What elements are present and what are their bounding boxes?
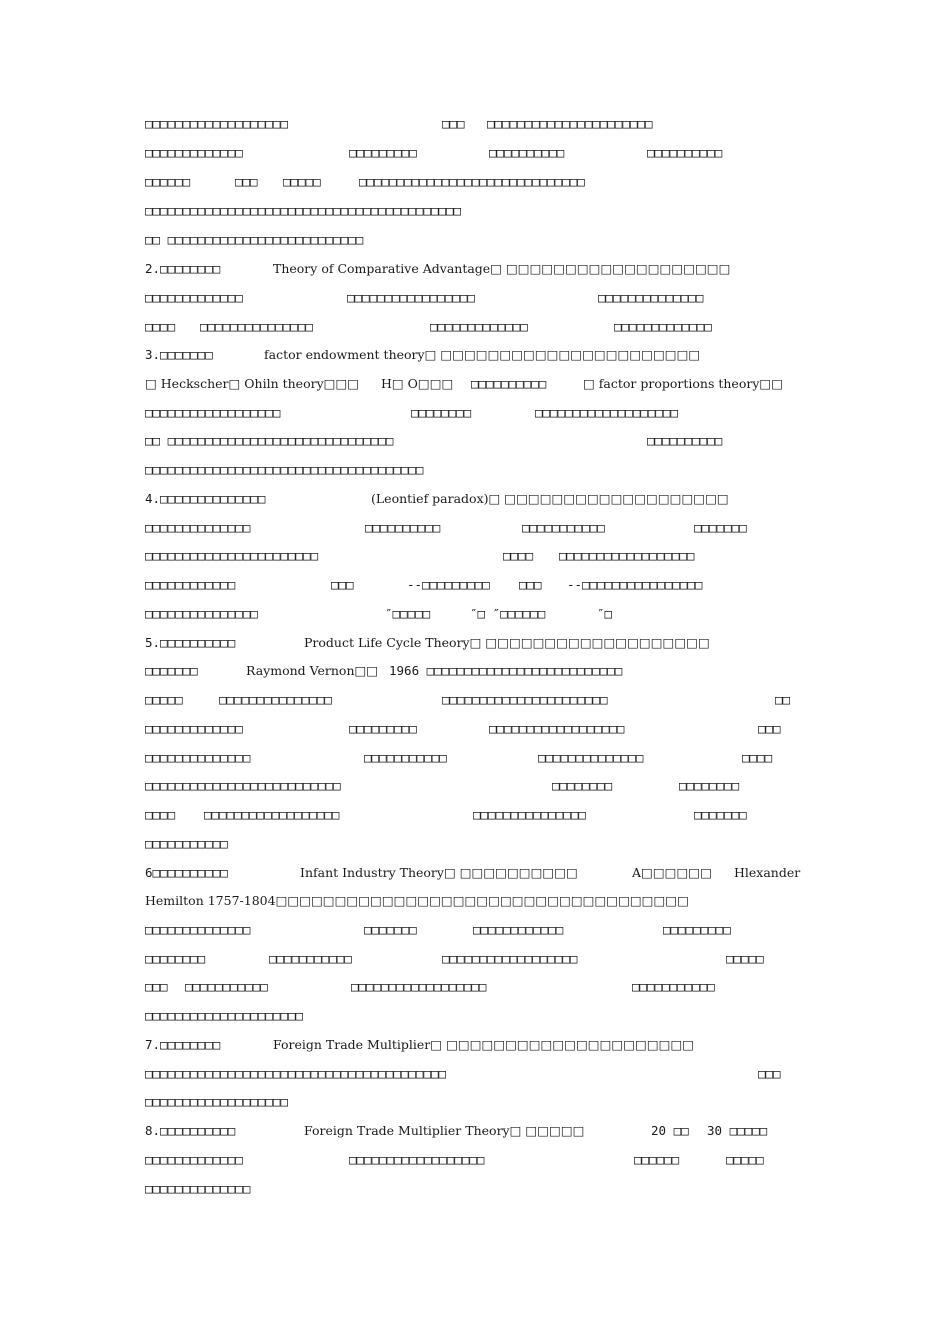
text-segment: □□□□□□□□□□□□□ [145, 1152, 243, 1167]
text-segment: □□□□□□□□□□□□□□□ [200, 319, 313, 334]
text-segment: □□□ [145, 979, 168, 994]
text-segment: Hlexander [734, 865, 801, 880]
text-line [145, 1121, 810, 1141]
text-segment: Hemilton 1757-1804□□□□□□□□□□□□□□□□□□□□□□□□□□□□□□□□□□□ [145, 893, 689, 908]
text-segment: □□□□□□□ [694, 520, 747, 535]
text-segment: Foreign Trade Multiplier Theory□ □□□□□ [304, 1123, 585, 1138]
text-segment: 6□□□□□□□□□□ [145, 865, 228, 880]
text-line [145, 949, 810, 969]
text-segment: □□□□□□□□□□□□□□□□□□□□□□□□□□□□□□□□□□□□□□□□ [145, 1066, 447, 1081]
text-segment: □□□ [758, 721, 781, 736]
text-line [145, 374, 810, 394]
text-segment: □□□□□ [283, 174, 321, 189]
text-segment: □□ □□□□□□□□□□□□□□□□□□□□□□□□□□□□□□ [145, 433, 394, 448]
text-segment: □□□□□□□□□□□□□ [145, 290, 243, 305]
text-segment: A□□□□□□ [632, 865, 712, 880]
text-segment: □□□□□ [145, 692, 183, 707]
text-segment: □□□□□□□□□□□□□□□□□□ [349, 1152, 485, 1167]
text-segment: □□□□□□□□□□ [471, 376, 547, 391]
text-segment: Foreign Trade Multiplier□ □□□□□□□□□□□□□□□□□□□□□ [273, 1037, 695, 1052]
text-segment: 20 □□ [651, 1123, 689, 1138]
text-segment: 2.□□□□□□□□ [145, 261, 221, 276]
text-segment: □□□□□□□□□ [663, 922, 731, 937]
text-segment: Raymond Vernon□□ [246, 663, 379, 678]
text-line [145, 690, 810, 710]
text-line [145, 1179, 810, 1199]
text-segment: □□□□□□□□□□□□□□□ [473, 807, 586, 822]
text-segment: □□□□□□□□□□ [489, 145, 565, 160]
text-segment: □□□ [519, 577, 542, 592]
text-segment: □□□□□□□□□□□□□ [145, 721, 243, 736]
text-line [145, 863, 810, 883]
text-line [145, 460, 810, 480]
text-line [145, 317, 810, 337]
text-segment: □ factor proportions theory□□ [583, 376, 784, 391]
text-segment: □□□□□□□□□□□□□□□□□□□□□□□□□□□□□□ [359, 174, 585, 189]
text-segment: □□□□□□□□□□□□□□ [538, 750, 644, 765]
text-segment: □□□□□□□□□□□□□□□□□□ [489, 721, 625, 736]
text-segment: □□□□□□□□□□□□□□□ [145, 606, 258, 621]
text-line [145, 259, 810, 279]
text-line [145, 834, 810, 854]
text-segment: □□□□□□□□□□□ [632, 979, 715, 994]
text-segment: □□□□□□□□□□□□□ [430, 319, 528, 334]
text-segment: factor endowment theory□ □□□□□□□□□□□□□□□□□□□□□□ [264, 347, 701, 362]
text-line [145, 431, 810, 451]
text-segment: □□□□□□□□□□□□□□□□□□ [442, 951, 578, 966]
text-segment: □□□□□□□□□□□□□□□□□□□□□□□□□□ [145, 778, 341, 793]
text-segment: □□ [775, 692, 791, 707]
text-segment: 1966 □□□□□□□□□□□□□□□□□□□□□□□□□□ [389, 663, 623, 678]
text-segment: □□□□□□□□ [145, 951, 206, 966]
text-line [145, 114, 810, 134]
text-segment: □□□□□□□□□□□□□□□□□□□□□□ [442, 692, 608, 707]
text-segment: □□□□□ [726, 951, 764, 966]
text-segment: --□□□□□□□□□□□□□□□□ [567, 577, 703, 592]
text-segment: □□□□□□□□□□□□□□ [145, 1181, 251, 1196]
text-line [145, 805, 810, 825]
text-segment: □□□□□□□□ [552, 778, 613, 793]
text-segment: □□□□ [742, 750, 773, 765]
text-segment: □□□□ [145, 319, 176, 334]
text-segment: (Leontief paradox)□ □□□□□□□□□□□□□□□□□□□ [371, 491, 729, 506]
text-segment: □□□□□ [726, 1152, 764, 1167]
text-line [145, 403, 810, 423]
text-segment: □□□□□□ [634, 1152, 680, 1167]
text-segment: □□□□□□□□□□□ [364, 750, 447, 765]
text-segment: □□□□□□□□□ [349, 145, 417, 160]
text-segment: □□□□□□□ [364, 922, 417, 937]
text-segment: H□ O□□□ [381, 376, 454, 391]
text-segment: □□□ [758, 1066, 781, 1081]
text-segment: □□□□□□□□□□□□□□ [145, 520, 251, 535]
text-segment: ″□□□□□ [385, 606, 431, 621]
text-line [145, 143, 810, 163]
text-line [145, 575, 810, 595]
text-segment: □□□□□□□□□□□□□□□□□ [347, 290, 475, 305]
text-segment: □□□□□□□□□□□ [145, 836, 228, 851]
text-segment: --□□□□□□□□□ [407, 577, 490, 592]
text-line [145, 546, 810, 566]
text-line [145, 1035, 810, 1055]
text-segment: □□□□□□□□□□□□ [145, 577, 236, 592]
text-segment: ″□ [597, 606, 613, 621]
text-segment: 7.□□□□□□□□ [145, 1037, 221, 1052]
text-segment: 5.□□□□□□□□□□ [145, 635, 236, 650]
text-line [145, 1092, 810, 1112]
text-segment: Theory of Comparative Advantage□ □□□□□□□□□□□□□□□□□□□ [273, 261, 731, 276]
text-line [145, 633, 810, 653]
text-line [145, 748, 810, 768]
text-segment: □□□□□□□□□□□□□□ [145, 922, 251, 937]
text-segment: □□ □□□□□□□□□□□□□□□□□□□□□□□□□□ [145, 232, 364, 247]
text-line [145, 776, 810, 796]
text-segment: □□□ [235, 174, 258, 189]
text-segment: □□□□□□□ [145, 663, 198, 678]
text-line [145, 489, 810, 509]
text-segment: □□□ [331, 577, 354, 592]
text-segment: □□□□□□□□ [411, 405, 472, 420]
text-segment: □□□□□□□□□□ [365, 520, 441, 535]
text-segment: Infant Industry Theory□ □□□□□□□□□□ [300, 865, 578, 880]
text-line [145, 1064, 810, 1084]
text-segment: □□□□□□□□□□□□□□□□□□□□□□□□□□□□□□□□□□□□□□□□□□ [145, 203, 462, 218]
text-segment: 30 □□□□□ [707, 1123, 768, 1138]
text-segment: □□□□□□□□□□ [647, 145, 723, 160]
text-line [145, 977, 810, 997]
text-segment: □□□□□□□□□□□□□□□□□□□ [145, 1094, 288, 1109]
text-line [145, 920, 810, 940]
text-segment: □□□□□□□□□□□ [185, 979, 268, 994]
text-segment: □□□□□□□□□□□□□ [145, 145, 243, 160]
text-segment: □□□□□□□□□ [349, 721, 417, 736]
text-segment: □□□□□□□□□□□ [522, 520, 605, 535]
text-segment: □□□□□□□□ [679, 778, 740, 793]
text-line [145, 172, 810, 192]
text-segment: □□□□□□□□□□□□□□□□□□□□□□□ [145, 548, 319, 563]
text-segment: □□□□□□□□□□□□□□□□□□□□□□ [487, 116, 653, 131]
text-line [145, 230, 810, 250]
text-segment: Product Life Cycle Theory□ □□□□□□□□□□□□□□□□□□□ [304, 635, 710, 650]
text-line [145, 891, 810, 911]
text-line [145, 604, 810, 624]
text-segment: □□□□□□□□□□□□□□□□□□ [204, 807, 340, 822]
text-line [145, 345, 810, 365]
text-line [145, 288, 810, 308]
text-segment: □□□ [442, 116, 465, 131]
text-segment: □□□□□□□□□□□□□ [614, 319, 712, 334]
text-segment: 4.□□□□□□□□□□□□□□ [145, 491, 266, 506]
text-segment: □ Heckscher□ Ohiln theory□□□ [145, 376, 360, 391]
text-segment: 3.□□□□□□□ [145, 347, 213, 362]
text-line [145, 661, 810, 681]
text-line [145, 1150, 810, 1170]
text-line [145, 1006, 810, 1026]
text-line [145, 518, 810, 538]
text-segment: □□□□□□□□□□□□□□□□□□ [351, 979, 487, 994]
text-segment: □□□□□□□□□□□□□□ [598, 290, 704, 305]
text-line [145, 201, 810, 221]
text-segment: □□□□ [145, 807, 176, 822]
text-segment: □□□□□□□□□□□□□□□□□□□□□ [145, 1008, 304, 1023]
text-segment: ″□ ″□□□□□□ [470, 606, 546, 621]
text-segment: □□□□□□□□□□□□ [473, 922, 564, 937]
text-segment: □□□□□□ [145, 174, 191, 189]
text-line [145, 719, 810, 739]
text-segment: □□□□□□□□□□□□□□□□□□□ [145, 116, 288, 131]
text-segment: □□□□□□□□□□□□□□ [145, 750, 251, 765]
text-segment: □□□□□□□□□□□□□□□□□□□□□□□□□□□□□□□□□□□□□ [145, 462, 424, 477]
text-segment: □□□□□□□□□□□□□□□□□□□ [535, 405, 678, 420]
text-segment: □□□□□□□ [694, 807, 747, 822]
text-segment: 8.□□□□□□□□□□ [145, 1123, 236, 1138]
text-segment: □□□□ [503, 548, 534, 563]
text-segment: □□□□□□□□□□□□□□□ [219, 692, 332, 707]
text-segment: □□□□□□□□□□□□□□□□□□ [145, 405, 281, 420]
text-segment: □□□□□□□□□□ [647, 433, 723, 448]
text-segment: □□□□□□□□□□□ [269, 951, 352, 966]
text-segment: □□□□□□□□□□□□□□□□□□ [559, 548, 695, 563]
